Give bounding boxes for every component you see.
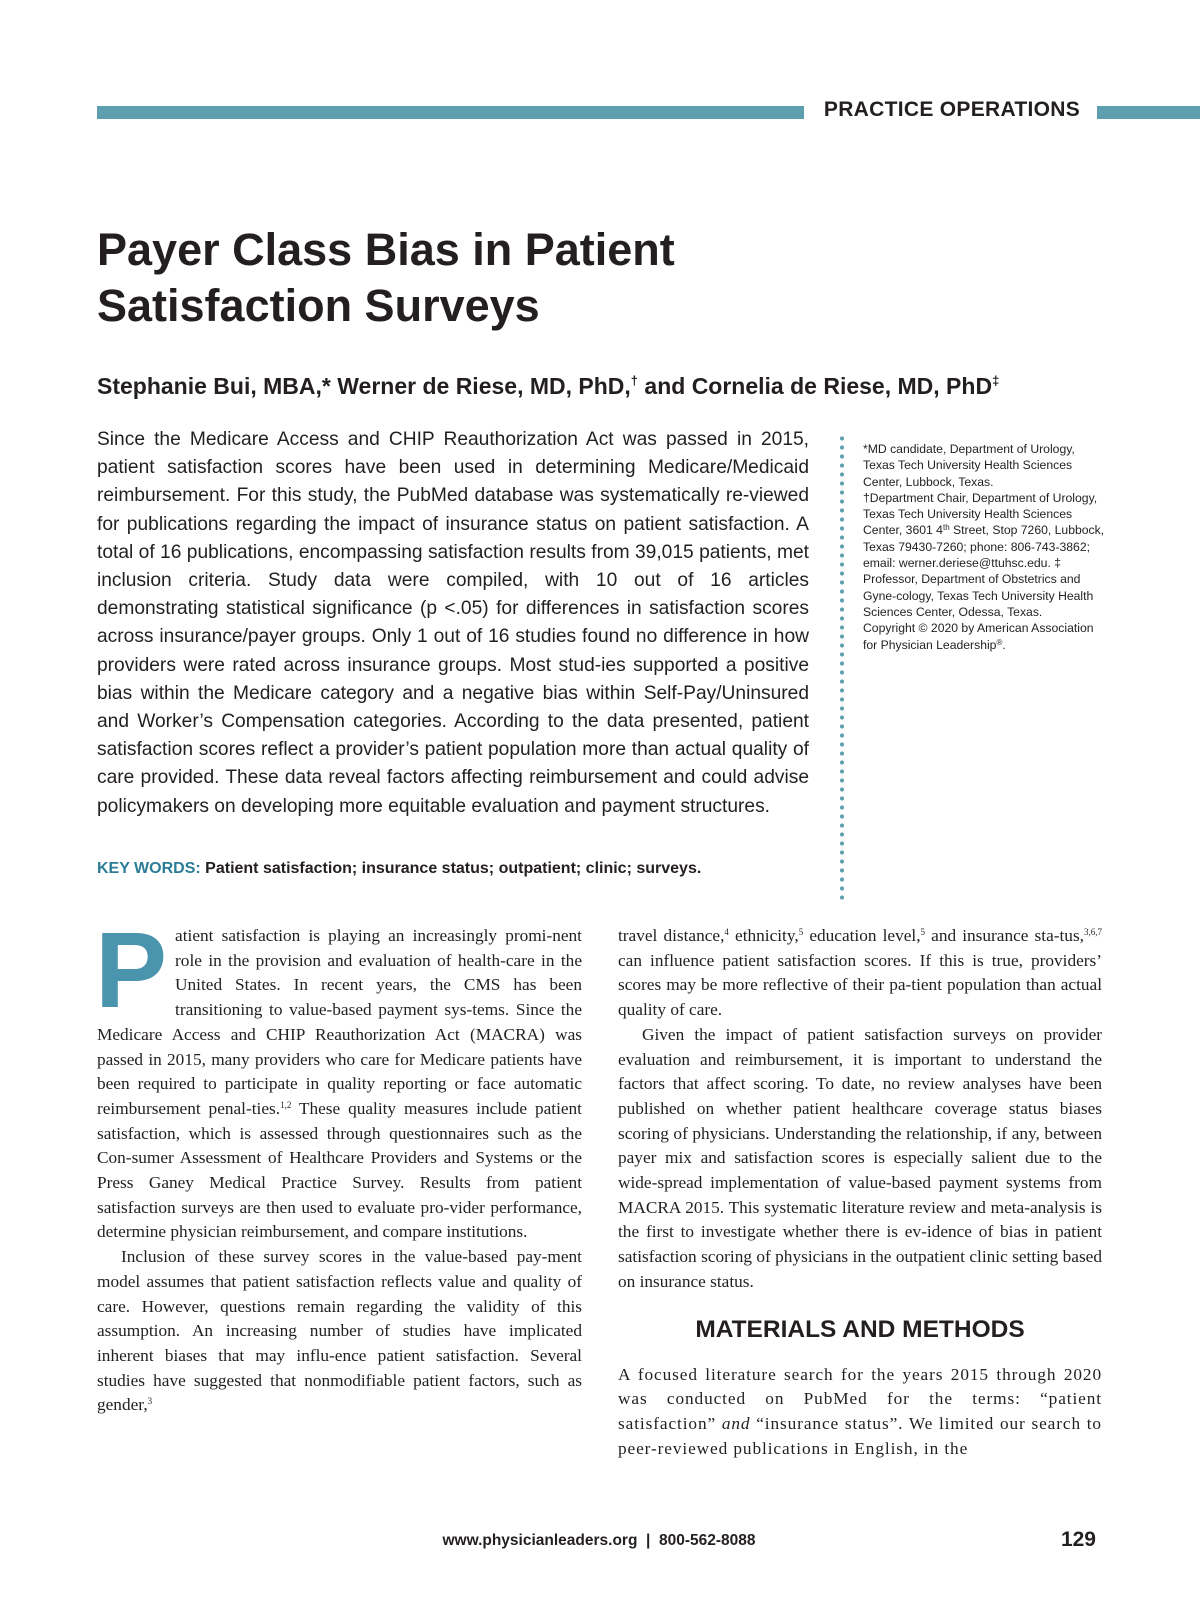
article-title: Payer Class Bias in Patient Satisfaction Surveys [97,224,675,331]
dotted-divider [839,434,845,902]
citation-ref: 4 [724,927,729,937]
footer-contact: www.physicianleaders.org | 800-562-8088 [442,1532,756,1549]
affiliation-2-superscript: th [942,523,950,533]
body-column-right [618,924,1102,1461]
drop-cap: P [95,909,168,1030]
author-line [97,373,1127,400]
paragraph-2-text-b: travel distance, [618,926,725,945]
abstract: Since the Medicare Access and CHIP Reauthorization Act was passed in 2015, patient satisfaction scores have been used in determining Medicare/Medicaid reimbursement. For this study, the PubMed database was systematically re-viewed for publications regarding the impact of insurance status on patient satisfaction. A total of 16 publications, encompassing satisfaction results from 39,015 patients, met inclusion criteria. Study data were compiled, with 10 out of 16 articles demonstrating statistical significance (p <.05) for differences in satisfaction scores across insurance/payer groups. Only 1 out of 16 studies found no difference in how providers were rated across insurance groups. Most stud-ies supported a positive bias within the Medicare category and a negative bias within Self-Pay/Uninsured and Worker’s Compensation categories. According to the data presented, patient satisfaction scores reflect a provider’s patient population more than actual quality of care provided. These data reveal factors affecting reimbursement and could advise policymakers on developing more equitable evaluation and payment structures. [97,429,809,817]
paragraph-1-text-a: atient satisfaction is playing an increasingly promi-nent role in the provision and evaluation of health-care in the United States. In recent years, the CMS has been transitioning to value-based payment sys-tems. Since the Medicare Access and CHIP Reauthorization Act (MACRA) was passed in 2015, many providers who care for Medicare patients have been required to participate in quality reporting or face automatic reimbursement penal-ties. [97,926,582,1118]
keywords-list: Patient satisfaction; insurance status; outpatient; clinic; surveys. [200,860,702,877]
affiliations-sidebar [863,441,1108,653]
affiliation-2-text-start: †Department Chair, Department of Urology, Texas Tech University Health Sciences Center, 3601 4 [863,490,1098,538]
citation-ref: 3,6,7 [1084,927,1102,937]
copyright [863,620,1108,653]
author-2: Werner de Riese, MD, PhD, [330,373,631,399]
paragraph-2-text-a: Inclusion of these survey scores in the value-based pay-ment model assumes that patient satisfaction reflects value and quality of care. However, questions remain regarding the validity of this assumption. An increasing number of studies have implicated inherent biases that may influ-ence patient satisfaction. Several studies have suggested that nonmodifiable patient factors, such as gender, [97,1247,582,1415]
paragraph-4-text-b: “insurance status”. We limited our search to peer-reviewed publications in English, in the [618,1413,1102,1458]
page-number: 129 [1060,1528,1096,1551]
registered-mark: ® [996,637,1003,647]
paragraph-1-text-b: These quality measures include patient satisfaction, which is assessed through questionnaires such as the Con-sumer Assessment of Healthcare Providers and Systems or the Press Ganey Medical Practice Survey. Results from patient satisfaction surveys are then used to evaluate pro-vider performance, determine physician reimbursement, and compare institutions. [97,1098,582,1242]
citation-ref: 3 [147,1396,153,1407]
italic-and: and [721,1413,751,1433]
citation-ref: 5 [798,927,804,937]
author-2-mark: † [630,373,639,388]
affiliation-2-text-end: Street, Stop 7260, Lubbock, Texas 79430-7260; phone: 806-743-3862; email: werner.deriese@ttuhsc.edu. ‡ Professor, Department of Obstetrics and Gyne-cology, Texas Tech University Health Sciences Center, Odessa, Texas. [863,523,1105,619]
author-3-mark: ‡ [992,373,1000,388]
copyright-end: . [1002,637,1006,652]
copyright-text: Copyright © 2020 by American Association for Physician Leadership [863,621,1094,652]
paragraph-2-text-d: education level, [803,926,921,945]
header-band-left [97,106,804,119]
keywords-label: KEY WORDS: [97,860,201,877]
body-paragraph-1 [95,909,582,1245]
body-paragraph-2-continued [618,924,1102,1023]
body-paragraph-2 [97,1245,582,1418]
paragraph-2-text-c: ethnicity, [728,926,799,945]
section-label: PRACTICE OPERATIONS [823,98,1081,121]
body-paragraph-4 [618,1363,1102,1462]
methods-heading: MATERIALS AND METHODS [695,1315,1025,1343]
author-1: Stephanie Bui, MBA,* [97,373,331,399]
affiliation-2 [863,490,1108,620]
paragraph-2-text-e: and insurance sta-tus, [925,926,1084,945]
paragraph-2-text-f: can influence patient satisfaction scores. If this is true, providers’ scores may be more reflective of their pa-tient population than actual quality of care. [618,950,1102,1020]
keywords [97,860,809,878]
body-paragraph-3: Given the impact of patient satisfaction surveys on provider evaluation and reimbursement, it is important to understand the factors that affect scoring. To date, no review analyses have been published on whether patient healthcare coverage status biases scoring of physicians. Understanding the relationship, if any, between payer mix and satisfaction scores is especially salient due to the wide-spread implementation of value-based payment systems from MACRA 2015. This systematic literature review and meta-analysis is the first to investigate whether there is ev-idence of bias in patient satisfaction scoring of physicians in the outpatient clinic setting based on insurance status. [618,1024,1102,1291]
citation-ref: 5 [920,927,926,937]
header-band-right [1097,106,1200,119]
paragraph-4-text-a: A focused literature search for the years 2015 through 2020 was conducted on PubMed for the terms: “patient satisfaction” [618,1364,1102,1433]
affiliation-1: *MD candidate, Department of Urology, Texas Tech University Health Sciences Center, Lubbock, Texas. [863,442,1075,489]
citation-ref: 1,2 [280,1099,292,1110]
body-column-left [95,909,582,1418]
author-3: and Cornelia de Riese, MD, PhD [638,373,993,399]
